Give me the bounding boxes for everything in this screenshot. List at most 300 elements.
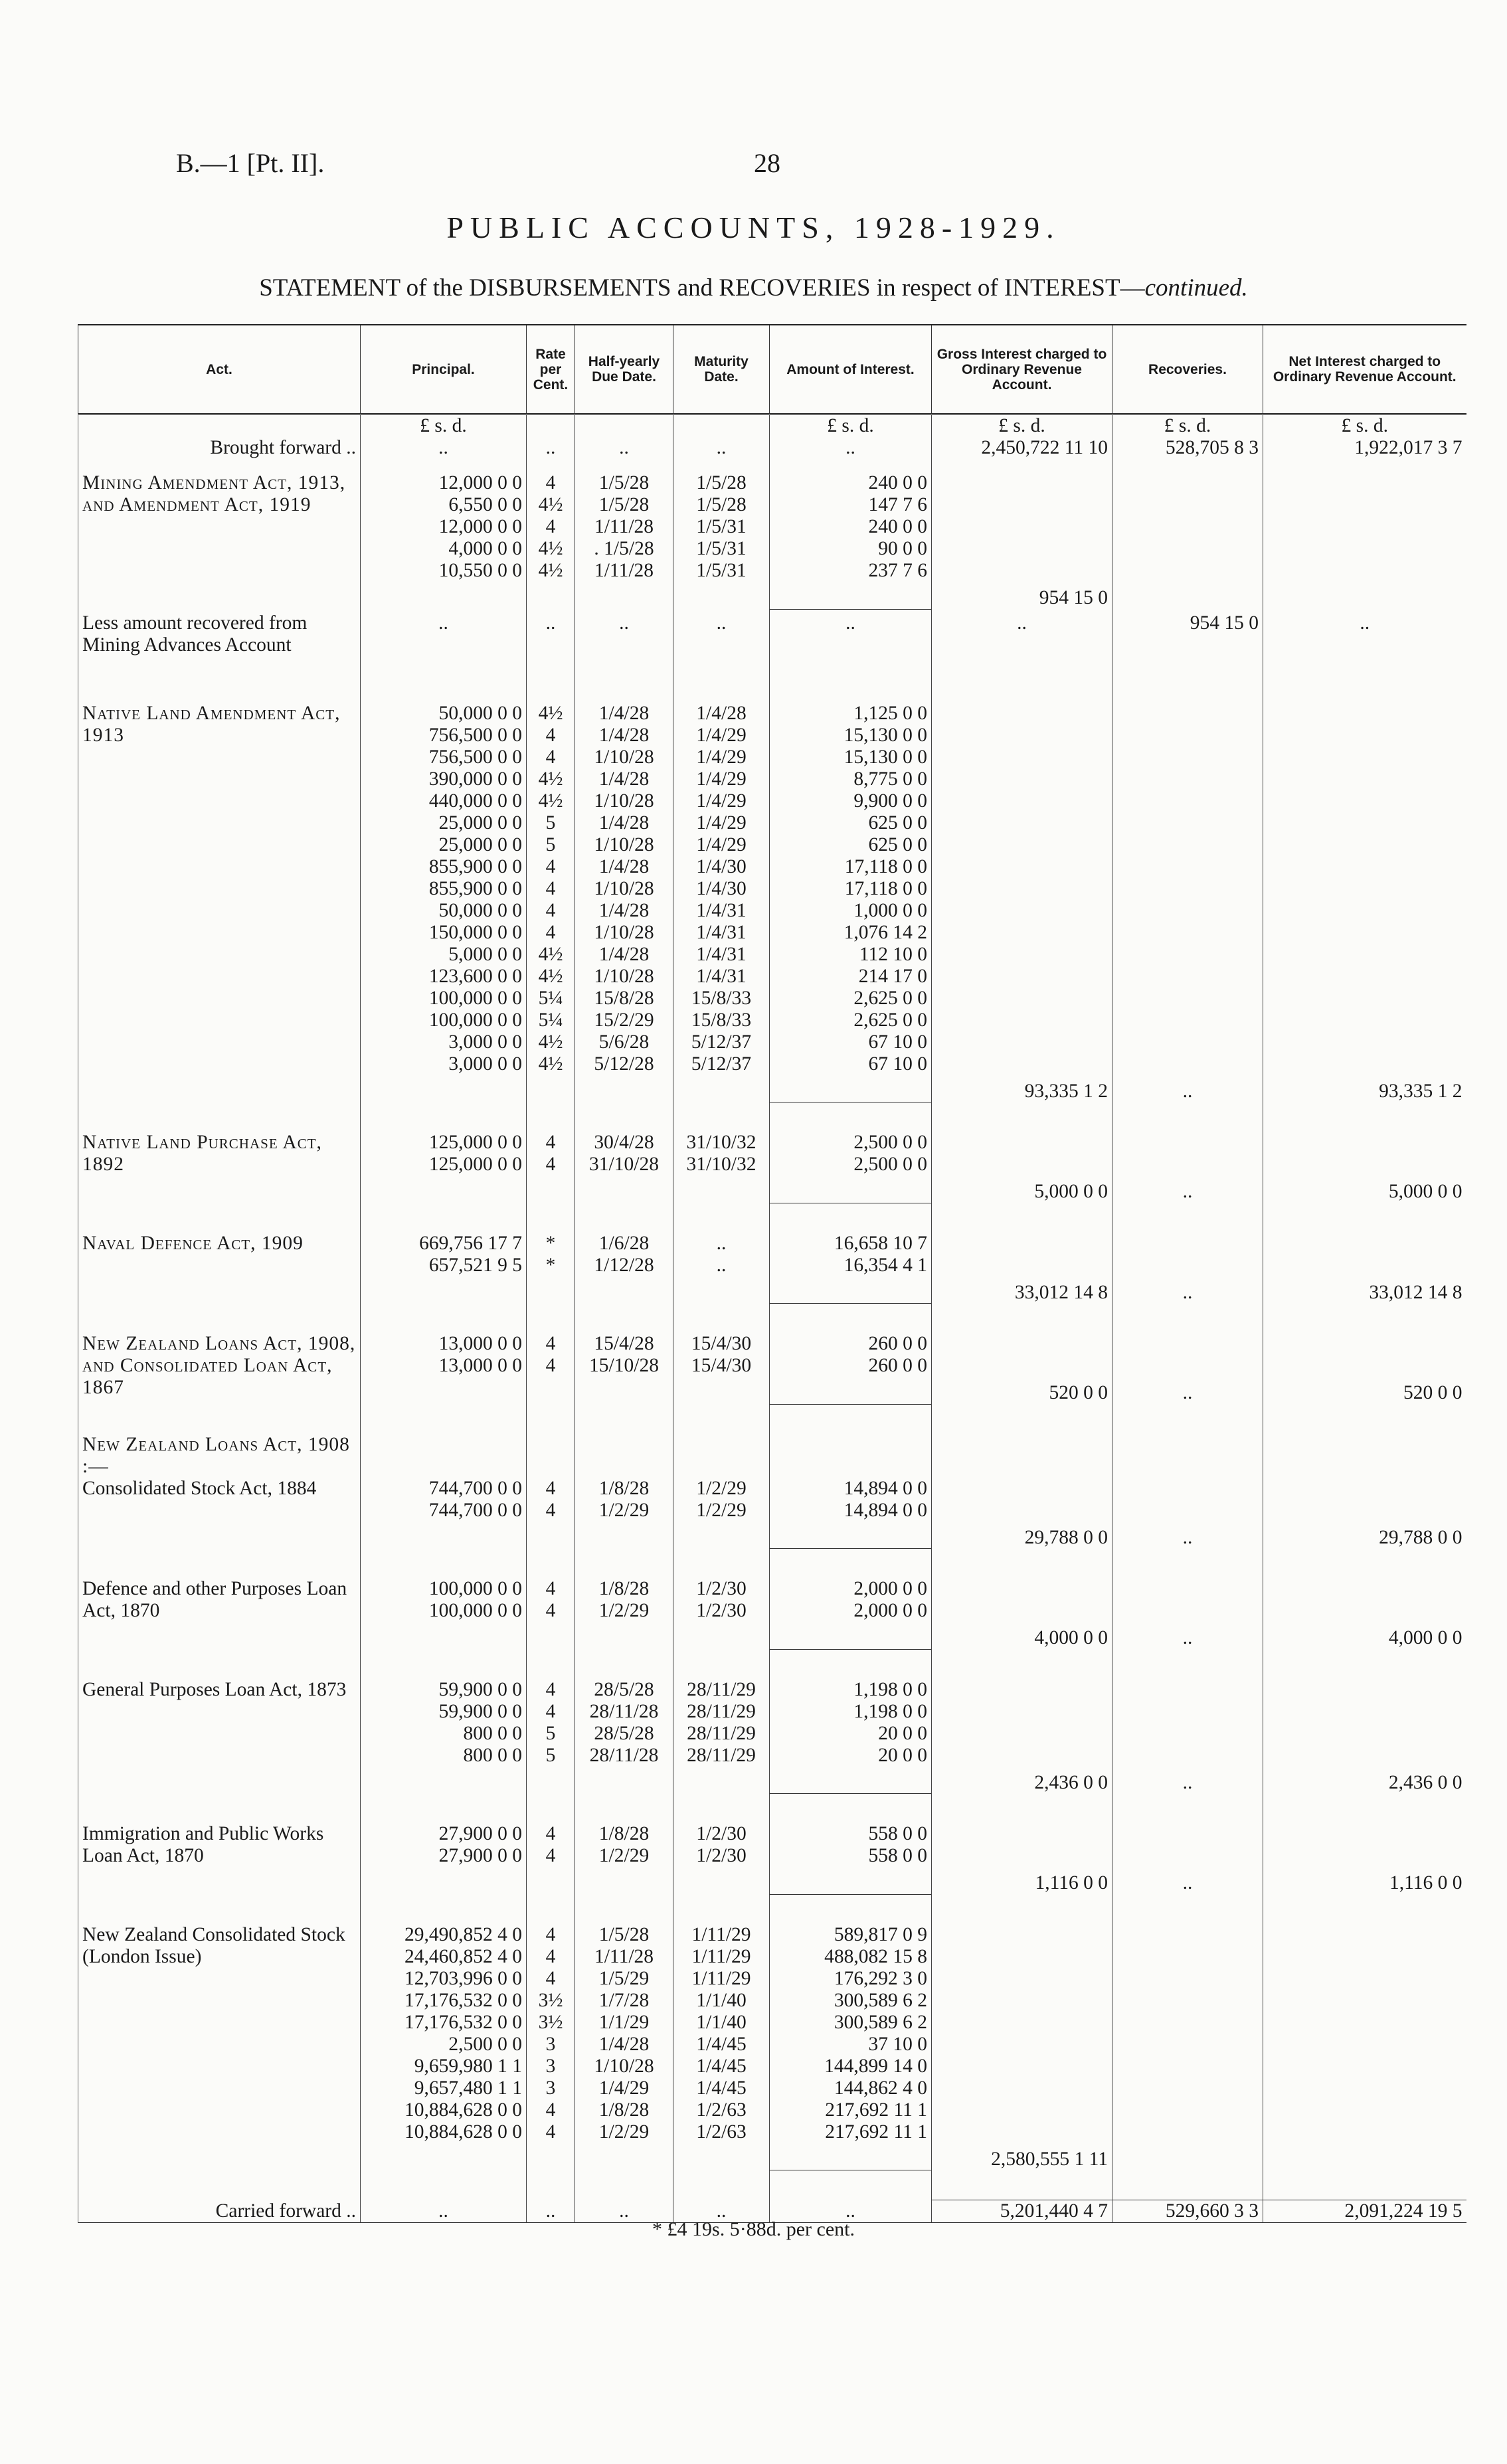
nz-loans-heading: New Zealand Loans Act, 1908 :— [78,1434,361,1478]
interest-amount-cell [770,1233,932,1304]
maturity-date-cell [673,1823,770,1894]
group-recoveries: .. [1182,1771,1193,1793]
half-yearly-date-cell [575,1478,673,1549]
rate-value: 4 [545,1132,556,1153]
interest-amount: 2,625 0 0 [853,987,927,1009]
principal-value-cell [361,1823,527,1894]
page-number: 28 [754,148,780,178]
group-gross-cell [932,1924,1112,2170]
empty-cell: .. [361,612,527,656]
group-gross-total: 1,116 0 0 [1035,1872,1108,1893]
col-header-half-yearly: Half-yearly Due Date. [575,325,673,414]
statement-title [0,274,1507,302]
principal-value: 100,000 0 0 [428,987,522,1009]
group-recoveries: .. [1182,1872,1193,1893]
maturity-date: 1/5/28 [696,494,747,515]
principal-value-cell [361,1333,527,1404]
half-yearly-date-cell [575,1132,673,1203]
interest-amount-cell [770,703,932,1102]
sub-act-name: Consolidated Stock Act, 1884 [78,1478,361,1549]
rate-value: 5¼ [538,987,563,1009]
principal-value-cell [361,703,527,1102]
interest-amount-cell [770,1578,932,1649]
interest-amount: 14,894 0 0 [843,1477,927,1499]
interest-amount-cell [770,1132,932,1203]
interest-amount: 112 10 0 [859,943,927,965]
spacer-row [78,1206,1466,1233]
half-yearly-date: 15/8/28 [594,987,654,1009]
half-yearly-date: 5/6/28 [598,1031,650,1053]
brought-forward-net: 1,922,017 3 7 [1263,437,1466,459]
half-yearly-date-cell [575,472,673,609]
maturity-date: 1/11/29 [691,1923,751,1945]
group-recoveries: .. [1182,1080,1193,1102]
rate-value: 4 [545,921,556,943]
group-recoveries-cell [1112,1679,1263,1794]
maturity-date-cell [673,1578,770,1649]
principal-value: 12,000 0 0 [438,516,522,537]
act-group-row [78,1578,1466,1649]
group-net-total: 1,116 0 0 [1389,1872,1463,1893]
empty-cell: .. [770,2200,932,2223]
col-header-act: Act. [78,325,361,414]
interest-amount-cell [770,1333,932,1404]
half-yearly-date: 31/10/28 [589,1154,659,1175]
interest-amount: 67 10 0 [868,1053,927,1075]
rate-value: 4 [545,1499,556,1521]
interest-amount: 176,292 3 0 [834,1967,927,1989]
group-gross-total: 93,335 1 2 [1024,1080,1108,1102]
col-header-principal: Principal. [361,325,527,414]
group-gross-total: 520 0 0 [1049,1382,1108,1403]
principal-value-cell [361,472,527,609]
maturity-date-cell [673,472,770,609]
maturity-date: 28/11/29 [687,1678,756,1700]
empty-cell: .. [361,2200,527,2223]
rate-value: 4 [545,1823,556,1844]
group-recoveries: .. [1182,1627,1193,1648]
interest-amount: 144,862 4 0 [834,2077,927,2099]
rate-value-cell [527,1478,575,1549]
sub-act-name: Immigration and Public Works Loan Act, 1870 [78,1823,361,1894]
half-yearly-date-cell [575,1679,673,1794]
half-yearly-date: 1/6/28 [598,1232,650,1254]
maturity-date: 1/5/31 [696,538,747,559]
sub-act-name: New Zealand Consolidated Stock (London Issue) [78,1924,361,2170]
maturity-date: 1/4/45 [696,2055,747,2077]
rate-value: 4 [545,899,556,921]
maturity-date: 1/4/28 [696,702,747,724]
report-reference: B.—1 [Pt. II]. [176,148,325,178]
half-yearly-date-cell [575,1823,673,1894]
principal-value-cell [361,1478,527,1549]
interest-amount-cell [770,1823,932,1894]
principal-value: 13,000 0 0 [438,1333,522,1354]
carried-forward-gross: 5,201,440 4 7 [932,2200,1112,2223]
principal-value: 669,756 17 7 [419,1232,522,1254]
half-yearly-date: 1/4/28 [598,812,650,834]
interest-amount: 558 0 0 [868,1823,927,1844]
maturity-date: 1/5/31 [696,560,747,581]
col-header-amount: Amount of Interest. [770,325,932,414]
maturity-date: 28/11/29 [687,1744,756,1766]
principal-value: 12,000 0 0 [438,472,522,493]
principal-value: 800 0 0 [463,1722,522,1744]
group-recoveries: .. [1182,1526,1193,1548]
group-gross-total: 2,580,555 1 11 [991,2148,1108,2170]
maturity-date: 28/11/29 [687,1700,756,1722]
rate-value: 4 [545,472,556,493]
unit-label: £ s. d. [361,414,527,438]
group-net-cell [1263,703,1466,1102]
group-net-cell [1263,472,1466,609]
principal-value: 25,000 0 0 [438,834,522,855]
rate-value: 4 [545,1333,556,1354]
interest-amount: 2,500 0 0 [853,1132,927,1153]
maturity-date: 1/2/30 [696,1578,747,1599]
half-yearly-date: 1/2/29 [598,2121,650,2143]
rate-value-cell [527,1924,575,2170]
rate-value: 4 [545,1154,556,1175]
group-gross-total: 2,436 0 0 [1034,1771,1108,1793]
rate-value: 4½ [538,943,563,965]
unit-label: £ s. d. [1112,414,1263,438]
rate-value: * [545,1254,556,1276]
rate-value: 4 [545,855,556,877]
empty-cell: .. [361,437,527,459]
half-yearly-date: 1/8/28 [598,1823,650,1844]
rate-value: 5 [545,1722,556,1744]
interest-amount: 589,817 0 9 [834,1923,927,1945]
act-group-row [78,1333,1466,1404]
act-group-row [78,1478,1466,1549]
rate-value: 3 [545,2033,556,2055]
rate-value: 4 [545,1477,556,1499]
interest-amount: 1,125 0 0 [853,702,927,724]
rate-value: 4½ [538,702,563,724]
half-yearly-date: 1/5/28 [598,472,650,493]
spacer-row [78,1306,1466,1333]
half-yearly-date: 1/4/28 [598,702,650,724]
group-gross-total: 4,000 0 0 [1034,1627,1108,1648]
group-recoveries-cell [1112,1924,1263,2170]
half-yearly-date: 30/4/28 [594,1132,654,1153]
principal-value: 440,000 0 0 [428,790,522,812]
interest-amount-cell [770,1924,932,2170]
group-gross-cell [932,1233,1112,1304]
empty-cell: .. [932,612,1112,656]
principal-value: 10,884,628 0 0 [404,2099,522,2121]
maturity-date: 1/11/29 [691,1967,751,1989]
group-recoveries-cell [1112,1233,1263,1304]
group-net-total: 4,000 0 0 [1388,1627,1463,1648]
rate-value-cell [527,1578,575,1649]
col-header-rate: Rate per Cent. [527,325,575,414]
principal-value-cell [361,1233,527,1304]
interest-amount: 240 0 0 [868,516,927,537]
principal-value: 59,900 0 0 [438,1700,522,1722]
maturity-date: 15/4/30 [691,1333,752,1354]
interest-amount: 1,198 0 0 [853,1678,927,1700]
maturity-date: 28/11/29 [687,1722,756,1744]
interest-amount: 625 0 0 [868,812,927,834]
principal-value: 100,000 0 0 [428,1009,522,1031]
half-yearly-date: 1/10/28 [594,921,654,943]
interest-amount: 147 7 6 [868,494,927,515]
group-gross-cell [932,472,1112,609]
maturity-date: .. [716,1254,727,1276]
unit-label: £ s. d. [1263,414,1466,438]
group-net-cell [1263,1679,1466,1794]
maturity-date: 1/4/30 [696,877,747,899]
interest-amount: 2,625 0 0 [853,1009,927,1031]
half-yearly-date: 28/5/28 [594,1722,654,1744]
group-recoveries-cell [1112,1578,1263,1649]
group-gross-cell [932,1333,1112,1404]
rate-value: 4½ [538,494,563,515]
maturity-date: 1/11/29 [691,1945,751,1967]
principal-value: 657,521 9 5 [428,1254,522,1276]
maturity-date: 1/4/31 [696,899,747,921]
half-yearly-date: 1/5/29 [598,1967,650,1989]
maturity-date: 1/2/30 [696,1823,747,1844]
group-recoveries-cell [1112,703,1263,1102]
col-header-maturity: Maturity Date. [673,325,770,414]
principal-value: 9,659,980 1 1 [414,2055,522,2077]
group-recoveries-cell [1112,1478,1263,1549]
spacer-row [78,459,1466,472]
principal-value: 6,550 0 0 [448,494,522,515]
maturity-date: .. [716,1232,727,1254]
half-yearly-date: 1/10/28 [594,2055,654,2077]
half-yearly-date: 1/5/28 [598,494,650,515]
half-yearly-date: 1/8/28 [598,2099,650,2121]
interest-amount: 9,900 0 0 [853,790,927,812]
half-yearly-date: 1/5/28 [598,1923,650,1945]
principal-value: 855,900 0 0 [428,877,522,899]
half-yearly-date: 15/4/28 [594,1333,654,1354]
half-yearly-date: . 1/5/28 [594,538,654,559]
principal-value: 125,000 0 0 [428,1154,522,1175]
maturity-date: 1/4/31 [696,965,747,987]
rate-value-cell [527,1679,575,1794]
principal-value: 756,500 0 0 [428,746,522,768]
less-recoveries-value: 954 15 0 [1112,612,1263,656]
less-recovered-row [78,612,1466,656]
half-yearly-date: 1/2/29 [598,1600,650,1621]
maturity-date: 1/2/30 [696,1845,747,1866]
interest-amount: 8,775 0 0 [853,768,927,790]
interest-amount: 15,130 0 0 [843,724,927,746]
group-gross-cell [932,1679,1112,1794]
interest-amount: 240 0 0 [868,472,927,493]
maturity-date: 15/8/33 [691,1009,752,1031]
spacer-row [78,1897,1466,1924]
rate-value: 4 [545,877,556,899]
maturity-date: 1/1/40 [696,1989,747,2011]
principal-value-cell [361,1679,527,1794]
maturity-date: 1/4/29 [696,834,747,855]
principal-value: 3,000 0 0 [448,1031,522,1053]
maturity-date: 1/4/29 [696,724,747,746]
brought-forward-gross: 2,450,722 11 10 [932,437,1112,459]
empty-cell: .. [575,437,673,459]
principal-value: 744,700 0 0 [428,1499,522,1521]
interest-amount-cell [770,1478,932,1549]
interest-amount: 488,082 15 8 [824,1945,927,1967]
table-header-row [78,325,1466,414]
interest-amount: 217,692 11 1 [825,2121,927,2143]
interest-amount: 625 0 0 [868,834,927,855]
maturity-date: 1/2/30 [696,1600,747,1621]
rate-value-cell [527,472,575,609]
maturity-date: 1/4/29 [696,812,747,834]
principal-value: 9,657,480 1 1 [414,2077,522,2099]
rate-value: 4 [545,1845,556,1866]
interest-amount: 144,899 14 0 [824,2055,927,2077]
half-yearly-date-cell [575,1578,673,1649]
sub-act-name: Defence and other Purposes Loan Act, 1870 [78,1578,361,1649]
group-recoveries: .. [1182,1281,1193,1303]
principal-value: 390,000 0 0 [428,768,522,790]
rate-value: 5 [545,834,556,855]
interest-amount: 67 10 0 [868,1031,927,1053]
group-gross-total: 954 15 0 [1039,587,1108,608]
empty-cell: .. [673,437,770,459]
nz-loans-heading-row [78,1434,1466,1478]
maturity-date: 31/10/32 [686,1154,756,1175]
empty-cell: .. [527,437,575,459]
half-yearly-date: 1/10/28 [594,834,654,855]
empty-cell: .. [527,2200,575,2223]
half-yearly-date: 15/10/28 [589,1355,659,1376]
principal-value: 59,900 0 0 [438,1678,522,1700]
group-net-cell [1263,1578,1466,1649]
page-title: PUBLIC ACCOUNTS, 1928-1929. [446,211,1061,244]
interest-amount: 260 0 0 [868,1355,927,1376]
half-yearly-date: 1/1/29 [598,2011,650,2033]
principal-value: 50,000 0 0 [438,899,522,921]
maturity-date: 1/2/63 [696,2121,747,2143]
half-yearly-date: 15/2/29 [594,1009,654,1031]
rate-value: 3 [545,2077,556,2099]
rate-value-cell [527,703,575,1102]
spacer-row [78,2173,1466,2200]
group-net-cell [1263,1924,1466,2170]
rate-value: 5 [545,812,556,834]
maturity-date: 1/4/31 [696,943,747,965]
principal-value: 756,500 0 0 [428,724,522,746]
group-gross-total: 33,012 14 8 [1014,1281,1108,1303]
group-gross-cell [932,1478,1112,1549]
group-gross-total: 5,000 0 0 [1034,1181,1108,1202]
rate-value-cell [527,1233,575,1304]
group-net-total: 520 0 0 [1403,1382,1463,1403]
half-yearly-date: 1/10/28 [594,965,654,987]
principal-value: 125,000 0 0 [428,1132,522,1153]
rate-value: 4 [545,1578,556,1599]
half-yearly-date: 1/10/28 [594,877,654,899]
rate-value: 4 [545,1355,556,1376]
maturity-date: 1/5/28 [696,472,747,493]
rate-value-cell [527,1823,575,1894]
act-name: Naval Defence Act, 1909 [78,1233,361,1304]
act-name: Mining Amendment Act, 1913, and Amendment Act, 1919 [78,472,361,609]
footnote: * £4 19s. 5·88d. per cent. [652,2218,855,2240]
spacer-row [78,1797,1466,1823]
spacer-row [78,656,1466,703]
maturity-date-cell [673,1924,770,2170]
maturity-date-cell [673,1233,770,1304]
group-recoveries: .. [1182,1181,1193,1202]
rate-value: 4 [545,746,556,768]
half-yearly-date: 1/2/29 [598,1499,650,1521]
half-yearly-date: 1/4/28 [598,724,650,746]
maturity-date-cell [673,1679,770,1794]
half-yearly-date: 28/5/28 [594,1678,654,1700]
group-gross-cell [932,1132,1112,1203]
interest-amount: 37 10 0 [868,2033,927,2055]
principal-value-cell [361,1924,527,2170]
act-name: Native Land Amendment Act, 1913 [78,703,361,1102]
half-yearly-date: 1/4/28 [598,2033,650,2055]
group-recoveries-cell [1112,1823,1263,1894]
act-group-row [78,1924,1466,2170]
principal-value: 855,900 0 0 [428,855,522,877]
half-yearly-date: 5/12/28 [594,1053,654,1075]
group-gross-cell [932,703,1112,1102]
half-yearly-date: 28/11/28 [589,1744,659,1766]
maturity-date: 1/2/29 [696,1499,747,1521]
maturity-date: 5/12/37 [691,1031,752,1053]
principal-value: 2,500 0 0 [448,2033,522,2055]
interest-amount: 214 17 0 [858,965,927,987]
carried-forward-recoveries: 529,660 3 3 [1112,2200,1263,2223]
maturity-date: 5/12/37 [691,1053,752,1075]
rate-value: 4 [545,724,556,746]
interest-amount: 558 0 0 [868,1845,927,1866]
group-net-total: 93,335 1 2 [1379,1080,1463,1102]
act-group-row [78,1823,1466,1894]
carried-forward-net: 2,091,224 19 5 [1263,2200,1466,2223]
half-yearly-date: 1/4/28 [598,855,650,877]
principal-value: 10,550 0 0 [438,560,522,581]
interest-amount: 17,118 0 0 [844,855,927,877]
statement-title-continued: continued. [1144,274,1248,302]
statement-title-main: STATEMENT of the DISBURSEMENTS and RECOVERIES in respect of INTEREST— [259,274,1145,302]
principal-value: 13,000 0 0 [438,1355,522,1376]
group-gross-total: 29,788 0 0 [1024,1526,1108,1548]
interest-amount: 1,000 0 0 [853,899,927,921]
principal-value: 17,176,532 0 0 [404,2011,522,2033]
group-net-cell [1263,1132,1466,1203]
group-net-total: 2,436 0 0 [1388,1771,1463,1793]
act-group-row [78,1233,1466,1304]
half-yearly-date-cell [575,1333,673,1404]
maturity-date: 1/4/29 [696,768,747,790]
rate-value: 4 [545,1945,556,1967]
empty-cell: .. [770,612,932,656]
interest-amount: 300,589 6 2 [834,1989,927,2011]
half-yearly-date: 28/11/28 [589,1700,659,1722]
rate-value: 4½ [538,538,563,559]
interest-amount: 20 0 0 [878,1744,927,1766]
maturity-date-cell [673,703,770,1102]
maturity-date-cell [673,1132,770,1203]
interest-amount: 2,500 0 0 [853,1154,927,1175]
spacer-row [78,1551,1466,1578]
sub-act-name: General Purposes Loan Act, 1873 [78,1679,361,1794]
